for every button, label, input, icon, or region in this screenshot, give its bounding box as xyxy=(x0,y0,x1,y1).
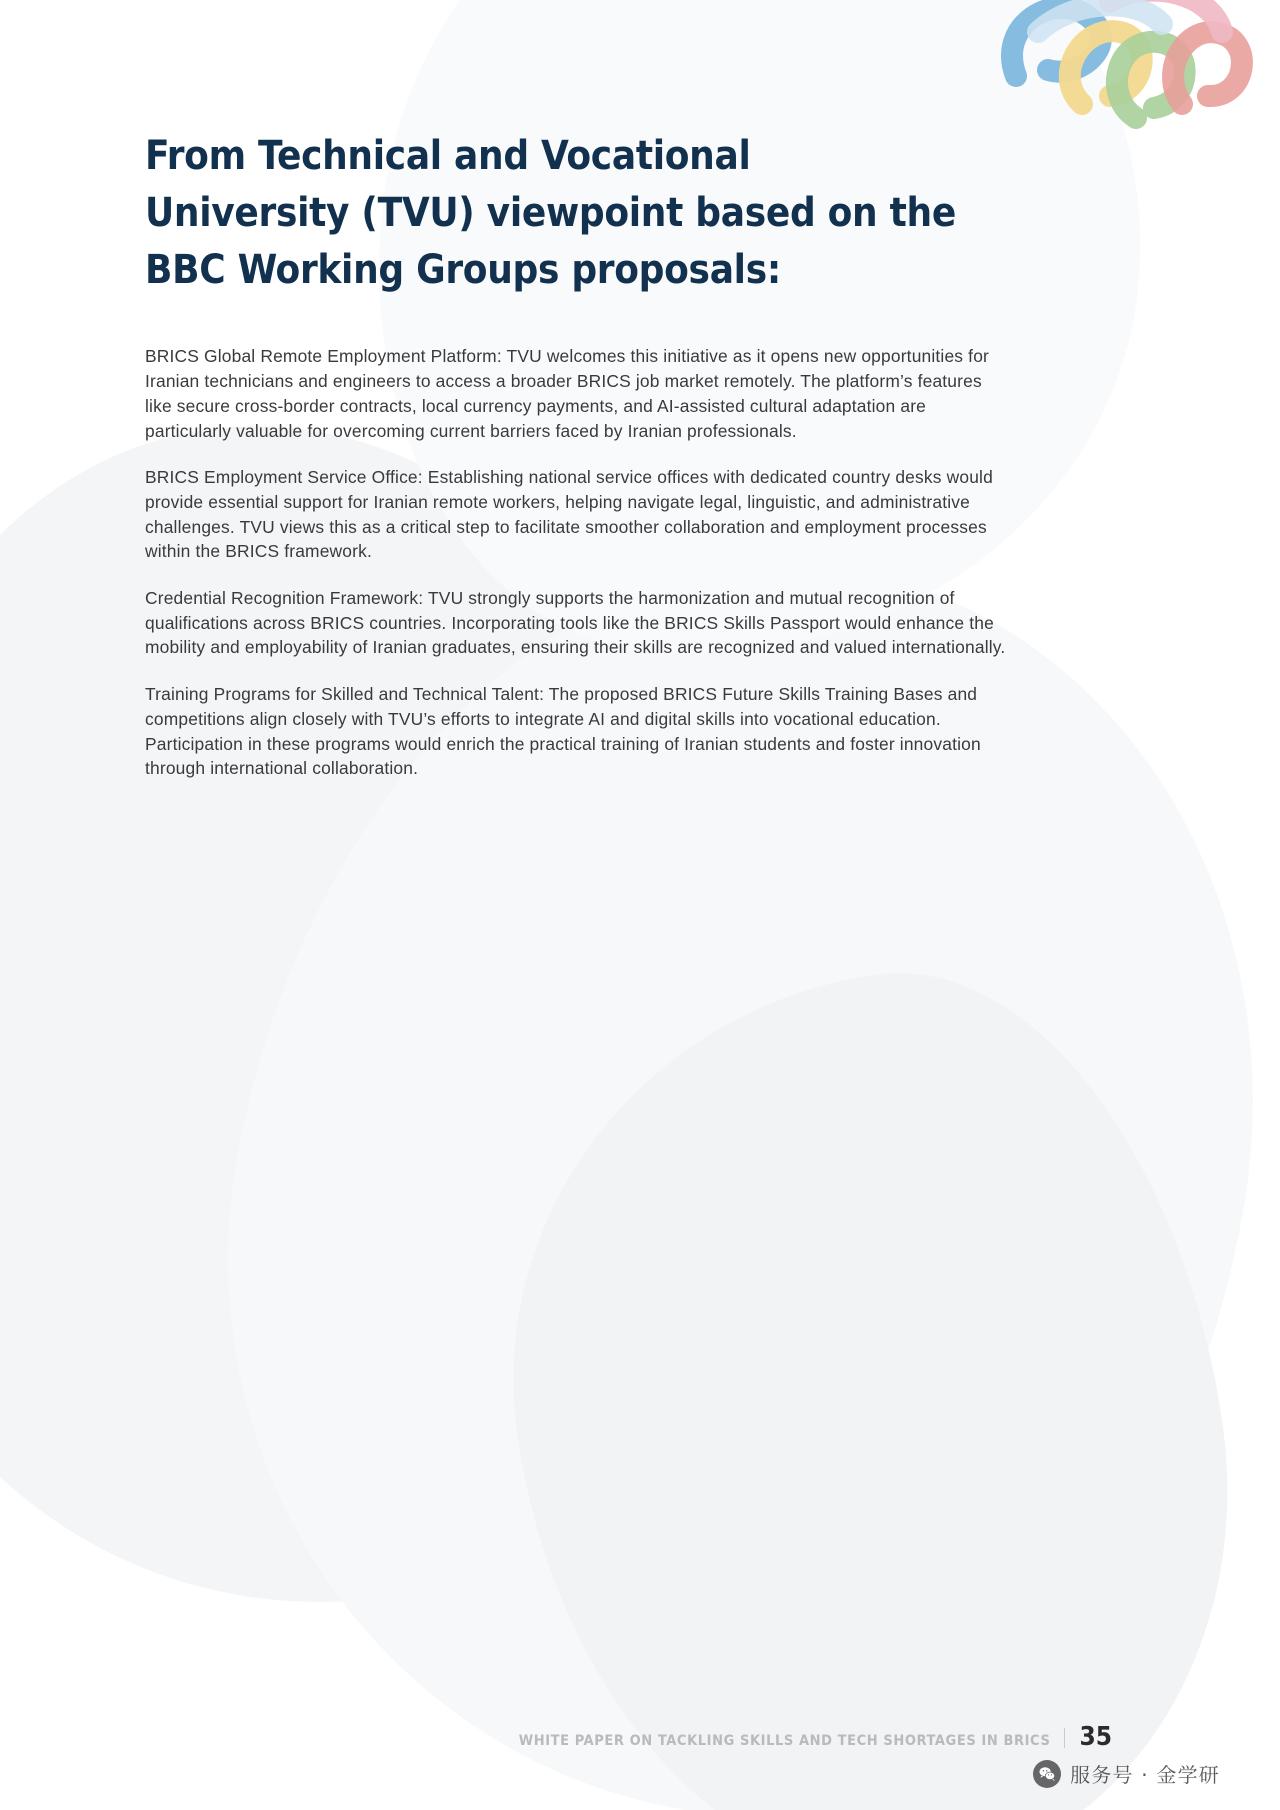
watermark-label: 服务号 · 金学研 xyxy=(1070,1763,1220,1787)
wechat-icon xyxy=(1033,1760,1061,1788)
paragraph-employment-service-office: BRICS Employment Service Office: Establishing national service offices with dedicated country desks would provide essential support for Iranian remote workers, helping navigate legal, linguistic, and administrative challenges. TVU views this as a critical step to facilitate smoother collaboration and employment processes within the BRICS framework. xyxy=(145,467,993,562)
paragraph-training-programs: Training Programs for Skilled and Technical Talent: The proposed BRICS Future Skills Training Bases and competitions align closely with TVU’s efforts to integrate AI and digital skills into vocational education. Participation in these programs would enrich the practical training of Iranian students and foster innovation through international collaboration. xyxy=(145,684,981,779)
footer-divider xyxy=(1064,1728,1065,1748)
watermark-badge xyxy=(1033,1759,1220,1788)
paragraph-remote-employment-platform: BRICS Global Remote Employment Platform: TVU welcomes this initiative as it opens new opportunities for Iranian technicians and engineers to access a broader BRICS job market remotely. The platform’s features like secure cross-border contracts, local currency payments, and AI-assisted cultural adaptation are particularly valuable for overcoming current barriers faced by Iranian professionals. xyxy=(145,346,990,441)
document-content xyxy=(0,0,1280,781)
page-title: From Technical and Vocational University (TVU) viewpoint based on the BBC Working Groups proposals: xyxy=(145,133,956,293)
page-number: 35 xyxy=(1079,1722,1112,1752)
footer-running-title: WHITE PAPER ON TACKLING SKILLS AND TECH SHORTAGES IN BRICS xyxy=(518,1733,1051,1749)
paragraph-credential-recognition-framework: Credential Recognition Framework: TVU strongly supports the harmonization and mutual recognition of qualifications across BRICS countries. Incorporating tools like the BRICS Skills Passport would enhance the mobility and employability of Iranian graduates, ensuring their skills are recognized and valued internationally. xyxy=(145,588,1006,658)
page-footer xyxy=(0,1722,1280,1752)
body-text-block xyxy=(145,344,1013,781)
